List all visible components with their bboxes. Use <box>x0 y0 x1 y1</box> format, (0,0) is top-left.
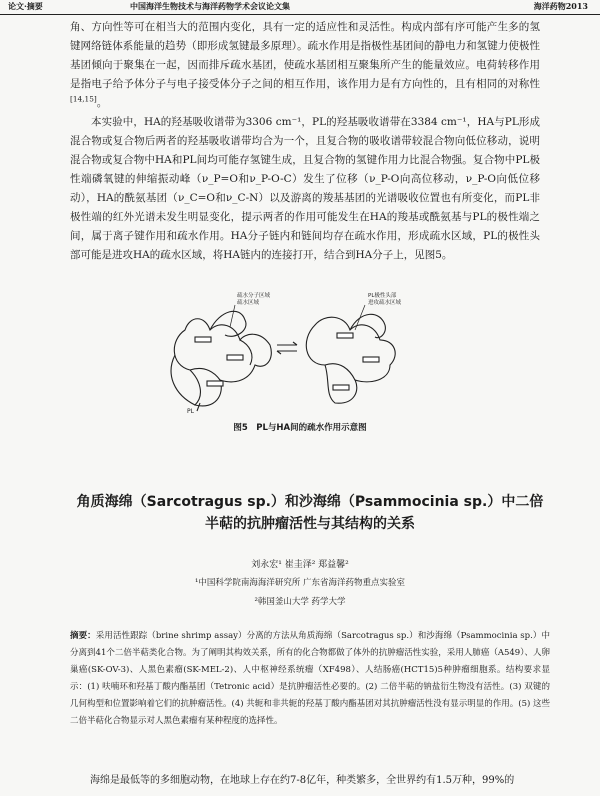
ha-chain-right <box>306 317 395 403</box>
running-header <box>0 0 600 15</box>
pl-block-left-1 <box>195 337 211 342</box>
figure-caption: 图5 PL与HA间的疏水作用示意图 <box>233 423 367 433</box>
fig-label-pl: PL <box>187 408 194 415</box>
fig-label-hydrophobic-2: 疏水区域 <box>237 300 260 306</box>
header-center: 中国海洋生物技术与海洋药物学术会议论文集 <box>130 1 290 11</box>
pl-block-right-3 <box>333 385 349 390</box>
article-title: 角质海绵（Sarcotragus sp.）和沙海绵（Psammocinia sp.）中二倍半萜的抗肿瘤活性与其结构的关系 <box>76 494 544 532</box>
ha-chain-left <box>174 319 271 406</box>
equilibrium-arrow <box>277 342 297 354</box>
citation-ref: [14,15] <box>70 94 97 104</box>
pl-block-right-1 <box>337 333 353 338</box>
figure-5-diagram <box>165 285 405 415</box>
fig-label-hydrophobic: 疏水分子区域 <box>237 293 271 299</box>
abstract <box>70 628 550 730</box>
header-right: 海洋药物2013 <box>533 1 588 11</box>
header-left: 论文·摘要 <box>8 1 43 11</box>
abstract-label: 摘要： <box>70 631 96 641</box>
affiliation-1: ¹中国科学院南海海洋研究所 广东省海洋药物重点实验室 <box>194 578 406 588</box>
paragraph-1-text: 角、方向性等可在相当大的范围内变化，具有一定的适应性和灵活性。构成内部有序可能产生多的氢键网络链体系能量的趋势（即形成氢键最多原理）。疏水作用是指极性基团间的静电力和氢键力使极性基团倾向于聚集在一起，因而排斥疏水基团，使疏水基团相互聚集所产生的能量效应。电荷转移作用是指电子给予体分子与电子接受体分子之间的相互作用，该作用力是有方向性的，且有相同的对称性 <box>70 21 540 90</box>
fig-label-pl-head: PL极性头部 <box>368 293 397 299</box>
intro-paragraph: 海绵是最低等的多细胞动物，在地球上存在约7-8亿年，种类繁多，全世界约有1.5万种，99%的 <box>90 775 515 786</box>
abstract-text: 采用活性跟踪（brine shrimp assay）分离的方法从角质海绵（Sarcotragus sp.）和沙海绵（Psammocinia sp.）中分离到41个二倍半萜类化合物。为了阐明其构效关系，所有的化合物都做了体外的抗肿瘤活性实验，采用人肺癌（A549）、人卵巢癌(SK-OV-3)、人黑色素瘤(SK-MEL-2)、人中枢神经系统瘤（XF498）、人结肠癌(HCT15)5种肿瘤细胞系。结构要求显示：(1) 呋喃环和羟基丁酸内酯基团（Tetronic acid）是抗肿瘤活性必要的。(2) 二倍半萜的钠盐衍生物没有活性。(3) 双键的几何构型和位置影响着它们的抗肿瘤活性。(4) 共轭和非共轭的羟基丁酸内酯基团对其抗肿瘤活性没有显示明显的作用。(5) 这些二倍半萜化合物显示对人黑色素瘤有某种程度的选择性。 <box>70 631 550 726</box>
fig-label-attack: 进攻疏水区域 <box>368 300 402 306</box>
pl-block-left-2 <box>227 355 243 360</box>
authors: 刘永宏¹ 崔圭泽² 郑益馨² <box>251 560 349 570</box>
paragraph-2: 本实验中，HA的羟基吸收谱带为3306 cm⁻¹，PL的羟基吸收谱带在3384 cm⁻¹，HA与PL形成混合物或复合物后两者的羟基吸收谱带均合为一个，且复合物的吸收谱带较混合物向低位移动，说明混合物或复合物中HA和PL间均可能存氢键生成，且复合物的氢键作用力比混合物强。复合物中PL极性端磷氧键的伸缩振动峰（ν_P=O和ν_P-O-C）发生了位移（ν_P-O向高位移动，ν_P-O向低位移动），HA的酰氨基团（ν_C=O和ν_C-N）以及游离的羧基基团的光谱吸收位置也有所变化，而PL非极性端的红外光谱未发生明显变化，提示两者的作用可能发生在HA的羧基或酰氨基与PL的极性端之间，属于离子键作用和疏水作用。HA分子链内和链间均存在疏水作用，形成疏水区域，PL的极性头部可能是进攻HA的疏水区域，将HA链内的连接打开，结合到HA分子上，见图5。 <box>70 116 540 261</box>
paragraph-1-end: 。 <box>96 97 108 109</box>
affiliation-2: ²韩国釜山大学 药学大学 <box>254 597 346 607</box>
pl-block-left-3 <box>207 381 223 386</box>
paragraph-1 <box>70 18 540 113</box>
pl-block-right-2 <box>363 357 379 362</box>
